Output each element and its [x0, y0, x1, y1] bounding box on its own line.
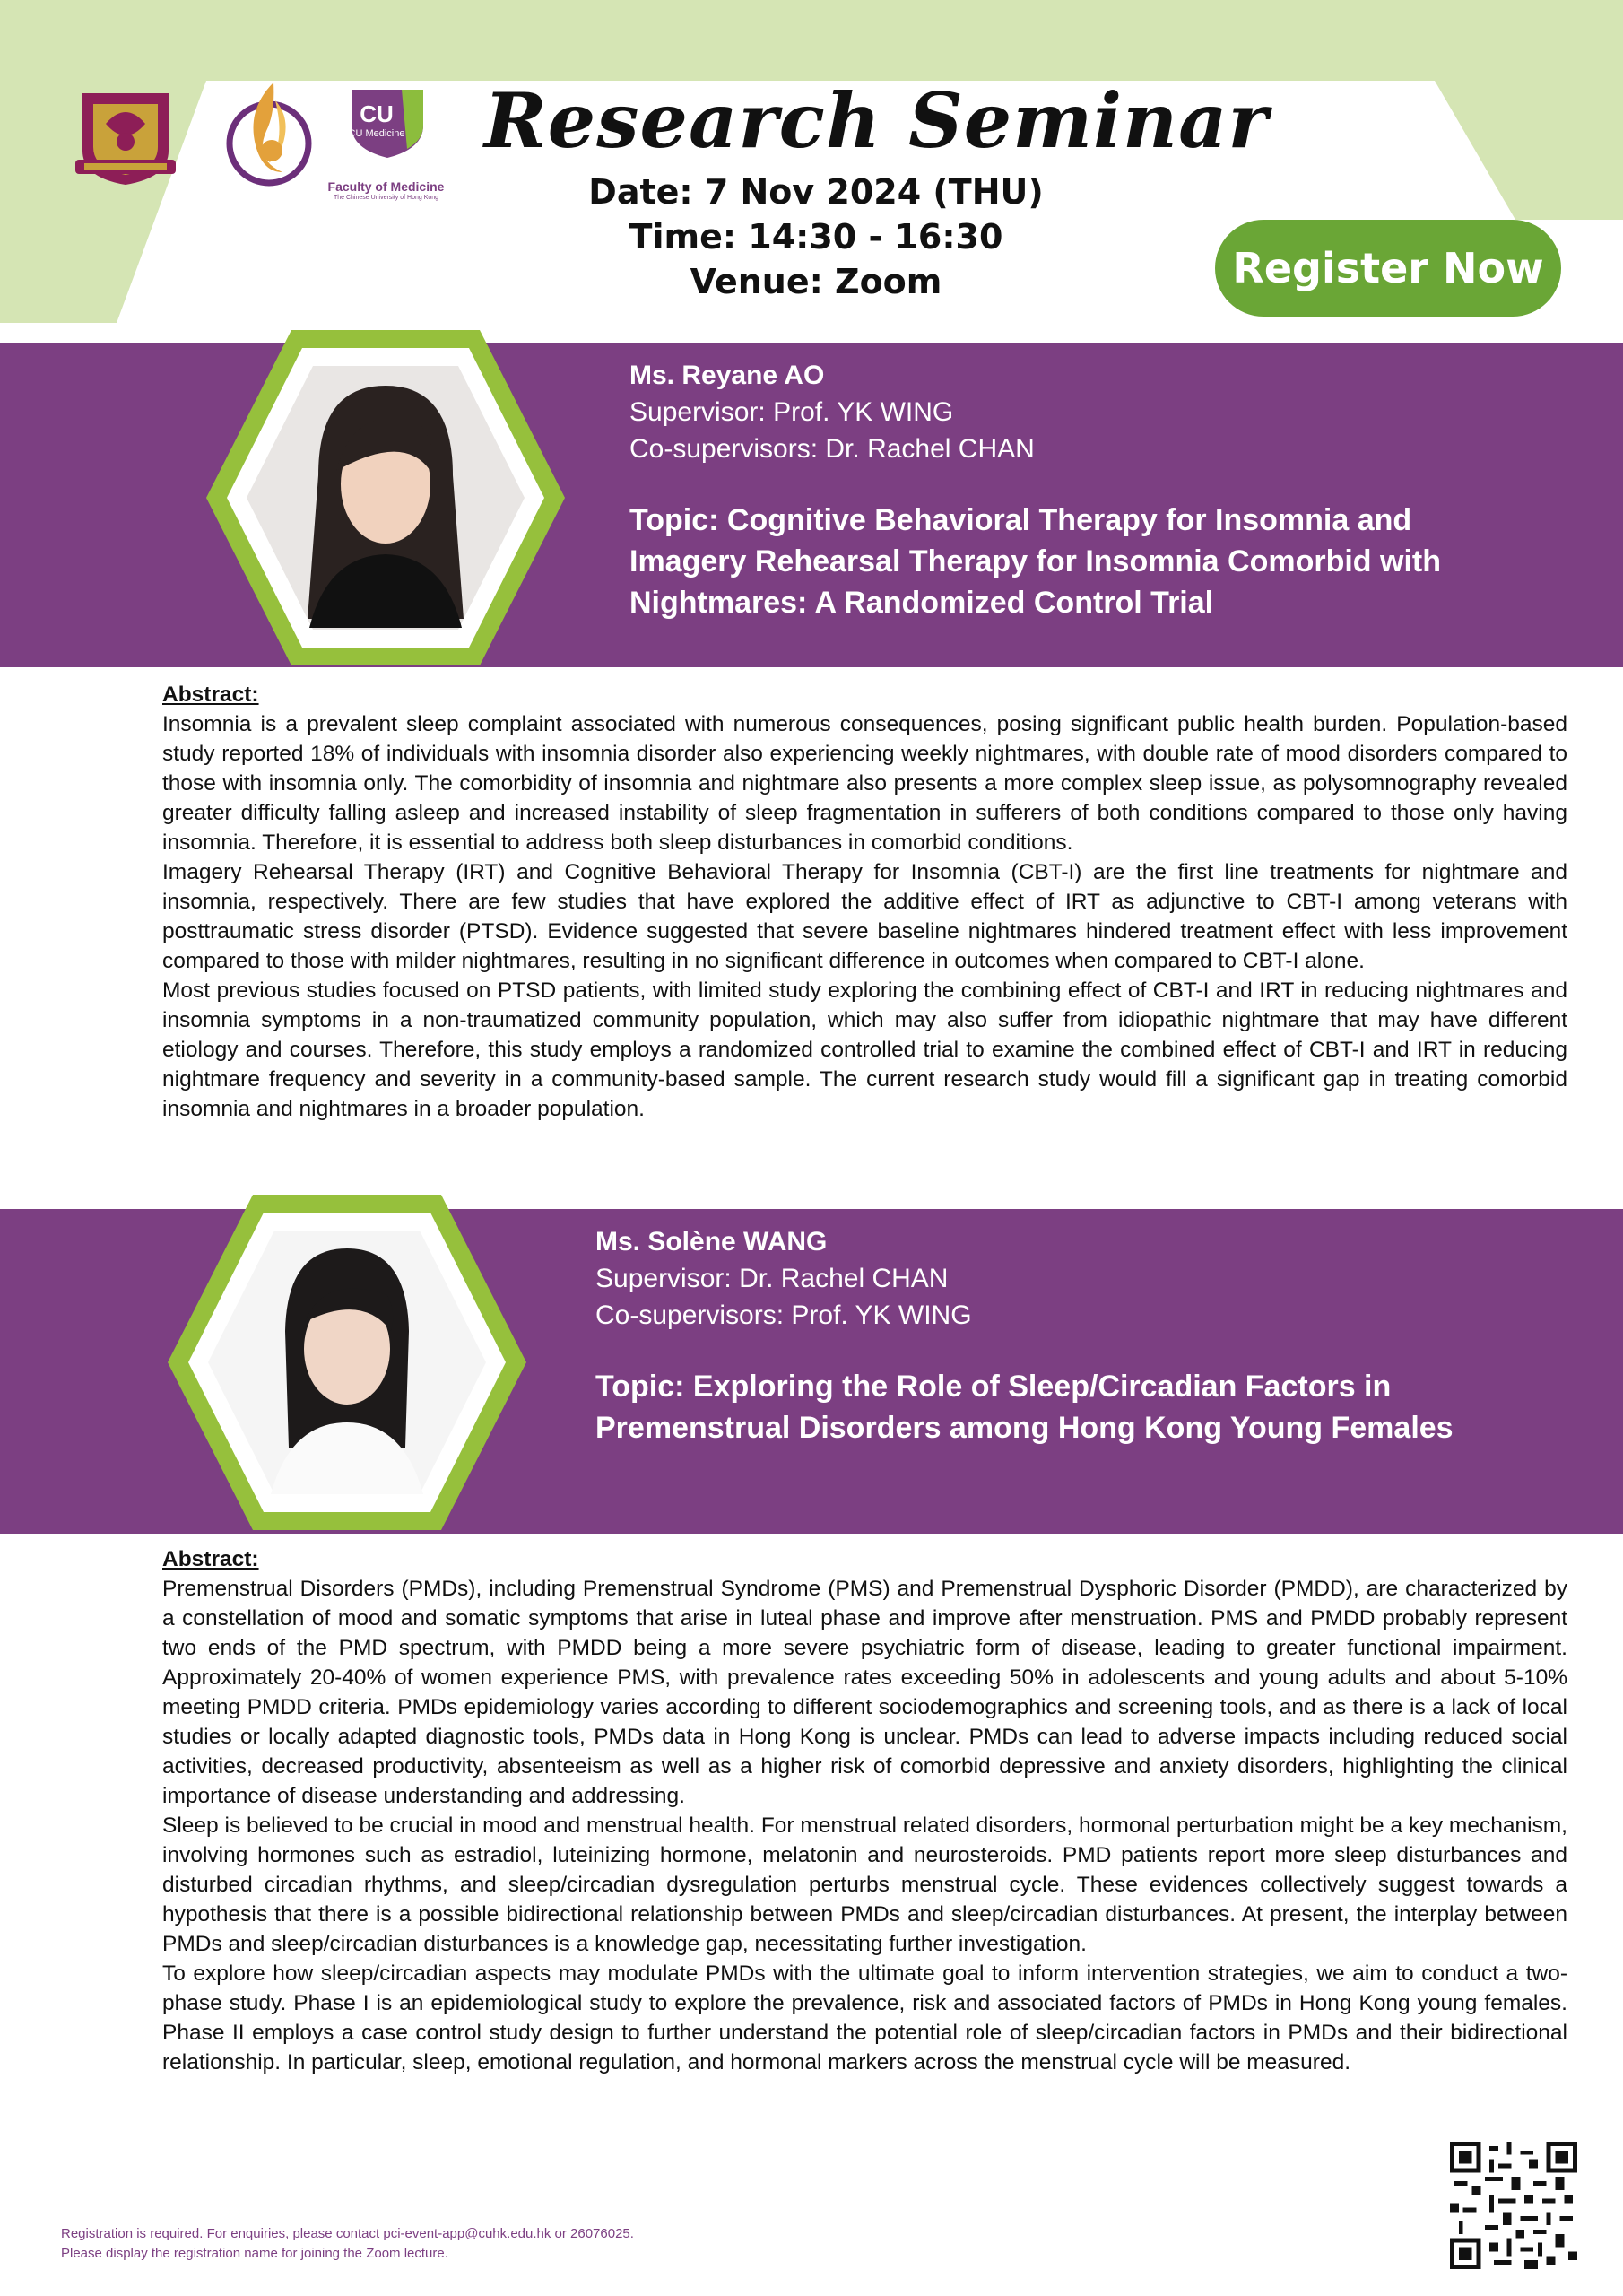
cuhk-crest-icon [75, 88, 176, 188]
speaker-2-details [595, 1223, 1582, 1448]
seminar-venue: Venue: Zoom [690, 262, 942, 301]
speaker-2-supervisor: Supervisor: Dr. Rachel CHAN [595, 1264, 949, 1293]
cu-medicine-shield-icon [348, 86, 427, 160]
abstract-2 [162, 1544, 1567, 2077]
footer-note [61, 2224, 958, 2264]
speaker-2-portrait [271, 1248, 423, 1494]
abstract-2-paragraph-1: Premenstrual Disorders (PMDs), including Premenstrual Syndrome (PMS) and Premenstrual Dysphoric Disorder (PMDD), are characterized by a constellation of mood and somatic symptoms that arise in luteal phase and improve after menstruation. PMS and PMDD probably represent two ends of the PMD spectrum, with PMDD being a more severe psychiatric form of disease, leading to greater functional impairment. Approximately 20-40% of women experience PMS, with prevalence rates exceeding 50% in adolescents and young adults and about 5-10% meeting PMDD criteria. PMDs epidemiology varies according to different sociodemographics and screening tools, and as there is a lack of local studies or locally adapted diagnostic tools, PMDs data in Hong Kong is unclear. PMDs can lead to adverse impacts including reduced social activities, decreased productivity, absenteeism as well as a higher risk of comorbid depressive and anxiety disorders, highlighting the clinical importance of disease understanding and addressing. [162, 1577, 1567, 1808]
seminar-time: Time: 14:30 - 16:30 [629, 217, 1003, 257]
abstract-1-heading: Abstract: [162, 683, 259, 707]
abstract-1-paragraph-2: Imagery Rehearsal Therapy (IRT) and Cognitive Behavioral Therapy for Insomnia (CBT-I) are the first line treatments for nightmare and insomnia, respectively. There are few studies that have explored the additive effect of IRT as adjunctive to CBT-I among veterans with posttraumatic stress disorder (PTSD). Evidence suggested that severe baseline nightmares hindered treatment effect with less improvement compared to those with milder nightmares, resulting in no significant difference in outcomes when compared to CBT-I alone. [162, 860, 1567, 973]
footer-line-2: Please display the registration name for joining the Zoom lecture. [61, 2246, 448, 2261]
register-now-button[interactable]: Register Now [1215, 220, 1561, 317]
qr-code-icon[interactable] [1450, 2142, 1577, 2269]
abstract-1-paragraph-1: Insomnia is a prevalent sleep complaint associated with numerous consequences, posing significant public health burden. Population-based study reported 18% of individuals with insomnia disorder also experiencing weekly nightmares, with double rate of mood disorders compared to those with insomnia only. The comorbidity of insomnia and nightmare also presents a more complex sleep issue, as polysomnography revealed greater difficulty falling asleep and increased instability of sleep fragmentation in sufferers of both conditions compared to those only having insomnia. Therefore, it is essential to address both sleep disturbances in comorbid conditions. [162, 712, 1567, 855]
abstract-2-heading: Abstract: [162, 1547, 259, 1571]
footer-line-1: Registration is required. For enquiries, please contact pci-event-app@cuhk.edu.hk or 26076025. [61, 2226, 634, 2241]
abstract-2-paragraph-2: Sleep is believed to be crucial in mood and menstrual health. For menstrual related disorders, hormonal perturbation might be a key mechanism, involving hormones such as estradiol, luteinizing hormone, melatonin and neurosteroids. PMD patients report more sleep disturbances and disturbed circadian rhythms, and sleep/circadian dysregulation perturbs menstrual cycle. These evidences collectively suggest towards a hypothesis that there is a possible bidirectional relationship between PMDs and sleep/circadian disturbances. At present, the interplay between PMDs and sleep/circadian disturbances is a knowledge gap, necessitating further investigation. [162, 1813, 1567, 1956]
faculty-university: The Chinese University of Hong Kong [333, 195, 439, 201]
speaker-2-topic: Topic: Exploring the Role of Sleep/Circadian Factors in Premenstrual Disorders among Hong Kong Young Females [595, 1370, 1454, 1445]
speaker-1-co-supervisors: Co-supervisors: Dr. Rachel CHAN [629, 434, 1035, 464]
svg-text:CU: CU [360, 100, 394, 127]
speaker-2-photo-frame [163, 1187, 531, 1537]
speaker-1-supervisor: Supervisor: Prof. YK WING [629, 397, 954, 427]
speaker-1-portrait [308, 386, 464, 628]
abstract-1 [162, 680, 1567, 1124]
speaker-1-topic: Topic: Cognitive Behavioral Therapy for Insomnia and Imagery Rehearsal Therapy for Insomnia Comorbid with Nightmares: A Randomized Control Trial [629, 503, 1441, 620]
page-title: Research Seminar [484, 76, 1269, 165]
abstract-2-paragraph-3: To explore how sleep/circadian aspects may modulate PMDs with the ultimate goal to inform intervention strategies, we aim to conduct a two-phase study. Phase I is an epidemiological study to explore the prevalence, risk and associated factors of PMDs in Hong Kong young females. Phase II employs a case control study design to further understand the potential role of sleep/circadian factors in PMDs and their bidirectional relationship. In particular, sleep, emotional regulation, and hormonal markers across the menstrual cycle will be measured. [162, 1961, 1567, 2074]
abstract-1-paragraph-3: Most previous studies focused on PTSD patients, with limited study exploring the combining effect of CBT-I and IRT in reducing nightmares and insomnia symptoms in a non-traumatized community population, which may also suffer from idiopathic nightmare that may have different etiology and courses. Therefore, this study employs a randomized controlled trial to examine the combined effect of CBT-I and IRT in reducing nightmare frequency and severity in a community-based sample. The current research study would fill a significant gap in treating comorbid insomnia and nightmares in a broader population. [162, 978, 1567, 1121]
speaker-1-photo-frame [202, 323, 569, 673]
anniversary-60-icon [220, 74, 318, 190]
speaker-1-details [629, 357, 1580, 623]
cu-medicine-logo [321, 86, 451, 203]
speaker-2-co-supervisors: Co-supervisors: Prof. YK WING [595, 1300, 972, 1330]
seminar-date: Date: 7 Nov 2024 (THU) [588, 172, 1044, 212]
speaker-1-name: Ms. Reyane AO [629, 361, 825, 390]
faculty-name: Faculty of Medicine [327, 179, 445, 194]
svg-text:CU Medicine: CU Medicine [348, 128, 405, 139]
speaker-2-name: Ms. Solène WANG [595, 1227, 828, 1257]
